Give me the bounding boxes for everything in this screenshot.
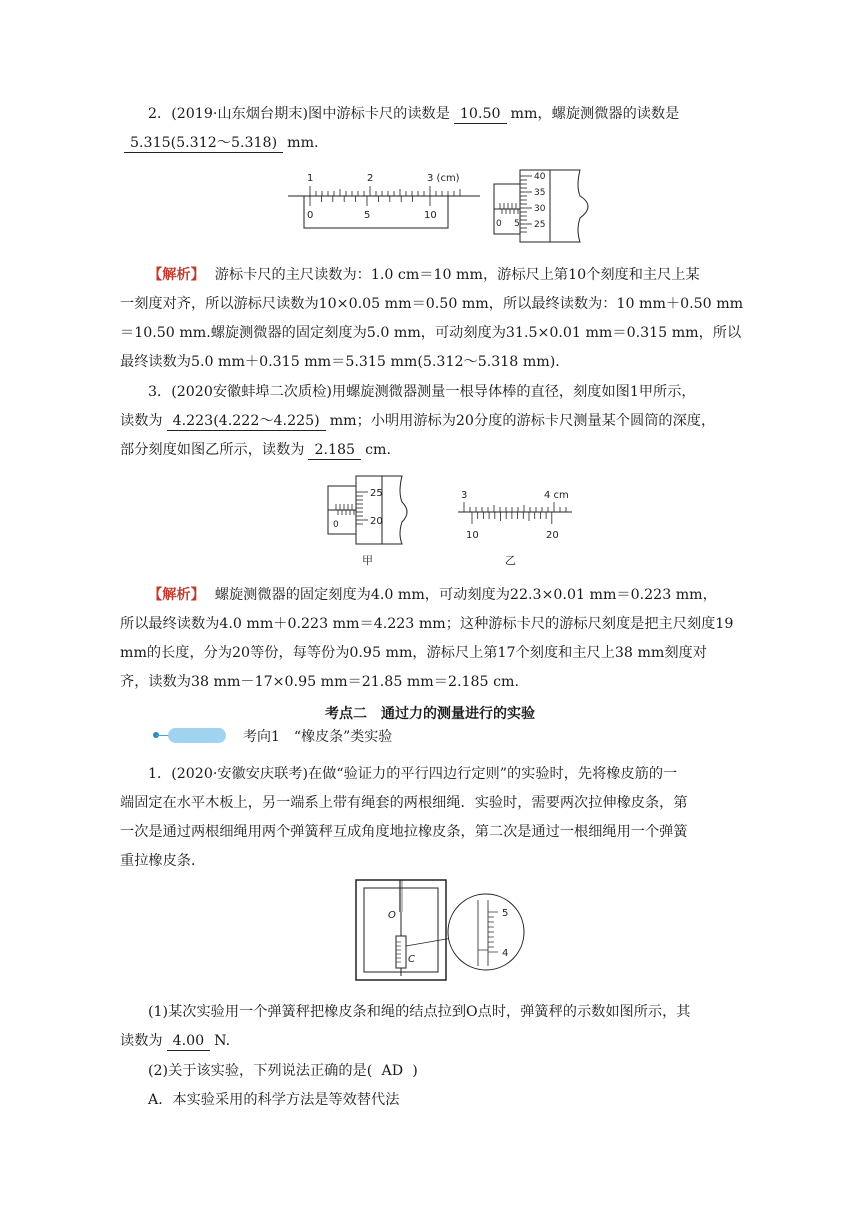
point-o-label: O	[388, 910, 396, 921]
answer-blank: 10.50	[454, 106, 507, 124]
answer-blank: 4.223(4.222～4.225)	[167, 413, 326, 431]
thimble-label: 25	[534, 220, 546, 230]
vernier-label: 10	[466, 530, 479, 541]
analysis-line: 【解析】 螺旋测微器的固定刻度为4.0 mm，可动刻度为22.3×0.01 mm＝0.223 mm，	[148, 587, 717, 603]
main-scale-label: 1	[307, 173, 314, 184]
part2-line: (2)关于该实验，下列说法正确的是( AD )	[148, 1063, 418, 1079]
main-scale-label: 3 (cm)	[427, 173, 460, 184]
direction-title: 考向1 “橡皮条”类实验	[243, 729, 393, 745]
answer-blank: 4.00	[167, 1033, 211, 1051]
q2-line2: 5.315(5.312～5.318) mm.	[120, 133, 319, 153]
analysis-tag: 【解析】	[148, 267, 205, 283]
q3-line2: 读数为 4.223(4.222～4.225) mm；小明用游标为20分度的游标卡尺测量某个圆筒的深度，	[120, 413, 716, 429]
part1-line: (1)某次实验用一个弹簧秤把橡皮条和绳的结点拉到O点时，弹簧秤的示数如图所示，其	[148, 1004, 691, 1020]
section-title: 考点二 通过力的测量进行的实验	[325, 706, 535, 722]
zoom-label: 5	[502, 908, 509, 919]
analysis-line: ＝10.50 mm.螺旋测微器的固定刻度为5.0 mm，可动刻度为31.5×0.01 mm＝0.315 mm，所以	[120, 325, 742, 341]
analysis-line: mm的长度，分为20等份，每等份为0.95 mm，游标尺上第17个刻度和主尺上38 mm刻度对	[120, 645, 707, 661]
caption-jia: 甲	[362, 554, 373, 567]
q3-line3: 部分刻度如图乙所示，读数为 2.185 cm.	[120, 442, 391, 458]
vernier-ticks	[310, 196, 430, 206]
analysis-line: 【解析】 游标卡尺的主尺读数为：1.0 cm＝10 mm，游标尺上第10个刻度和主尺上某	[148, 267, 700, 283]
direction-pill	[168, 728, 226, 743]
problem-line: 重拉橡皮条．	[120, 853, 206, 869]
point-c-label: C	[408, 954, 415, 965]
zoom-label: 4	[502, 948, 509, 959]
main-scale-label: 3	[461, 490, 468, 501]
q2-line1: 2．(2019·山东烟台期末)图中游标卡尺的读数是 10.50 mm，螺旋测微器的读数是	[148, 106, 680, 122]
answer-blank: 2.185	[308, 442, 361, 460]
main-scale-label: 2	[367, 173, 374, 184]
problem-line: 1．(2020·安徽安庆联考)在做“验证力的平行四边行定则”的实验时，先将橡皮筋的一	[148, 766, 678, 782]
part1-answer-line: 读数为 4.00 N.	[120, 1033, 231, 1049]
thimble-label: 25	[370, 488, 383, 499]
analysis-line: 一刻度对齐，所以游标尺读数为10×0.05 mm＝0.50 mm，所以最终读数为：10 mm＋0.50 mm	[120, 296, 744, 312]
caliper-micrometer-figure	[280, 166, 620, 246]
spring-balance-figure	[352, 876, 532, 986]
analysis-line: 所以最终读数为4.0 mm＋0.223 mm＝4.223 mm；这种游标卡尺的游标尺刻度是把主尺刻度19	[120, 616, 734, 632]
q3-line1: 3．(2020安徽蚌埠二次质检)用螺旋测微器测量一根导体棒的直径，刻度如图1甲所示，	[148, 384, 696, 400]
caption-yi: 乙	[505, 554, 516, 567]
vernier-label: 10	[424, 210, 437, 221]
problem-line: 端固定在水平木板上，另一端系上带有绳套的两根细绳．实验时，需要两次拉伸橡皮条，第	[120, 795, 688, 811]
analysis-line: 最终读数为5.0 mm＋0.315 mm＝5.315 mm(5.312～5.318 mm).	[120, 354, 560, 370]
analysis-tag: 【解析】	[148, 587, 205, 603]
micrometer-caliper-figure-2	[322, 472, 582, 572]
thimble-label: 35	[534, 188, 546, 198]
sleeve-label: 0	[333, 520, 339, 530]
problem-line: 一次是通过两根细绳用两个弹簧秤互成角度地拉橡皮条，第二次是通过一根细绳用一个弹簧	[120, 824, 688, 840]
choice-answer: AD	[381, 1063, 404, 1079]
sleeve-label: 0	[496, 219, 502, 229]
analysis-line: 齐，读数为38 mm－17×0.95 mm＝21.85 mm＝2.185 cm.	[120, 674, 519, 690]
vernier-label: 0	[307, 210, 314, 221]
option-a: A．本实验采用的科学方法是等效替代法	[148, 1092, 400, 1108]
sleeve-label: 5	[514, 219, 520, 229]
micrometer	[494, 170, 588, 242]
thimble-label: 40	[534, 172, 546, 182]
thimble-label: 30	[534, 204, 546, 214]
vernier-label: 20	[546, 530, 559, 541]
thimble-label: 20	[370, 516, 383, 527]
vernier-label: 5	[364, 210, 371, 221]
main-scale-label: 4 cm	[544, 490, 569, 501]
main-scale-ticks	[310, 186, 460, 196]
answer-blank: 5.315(5.312～5.318)	[124, 135, 283, 153]
